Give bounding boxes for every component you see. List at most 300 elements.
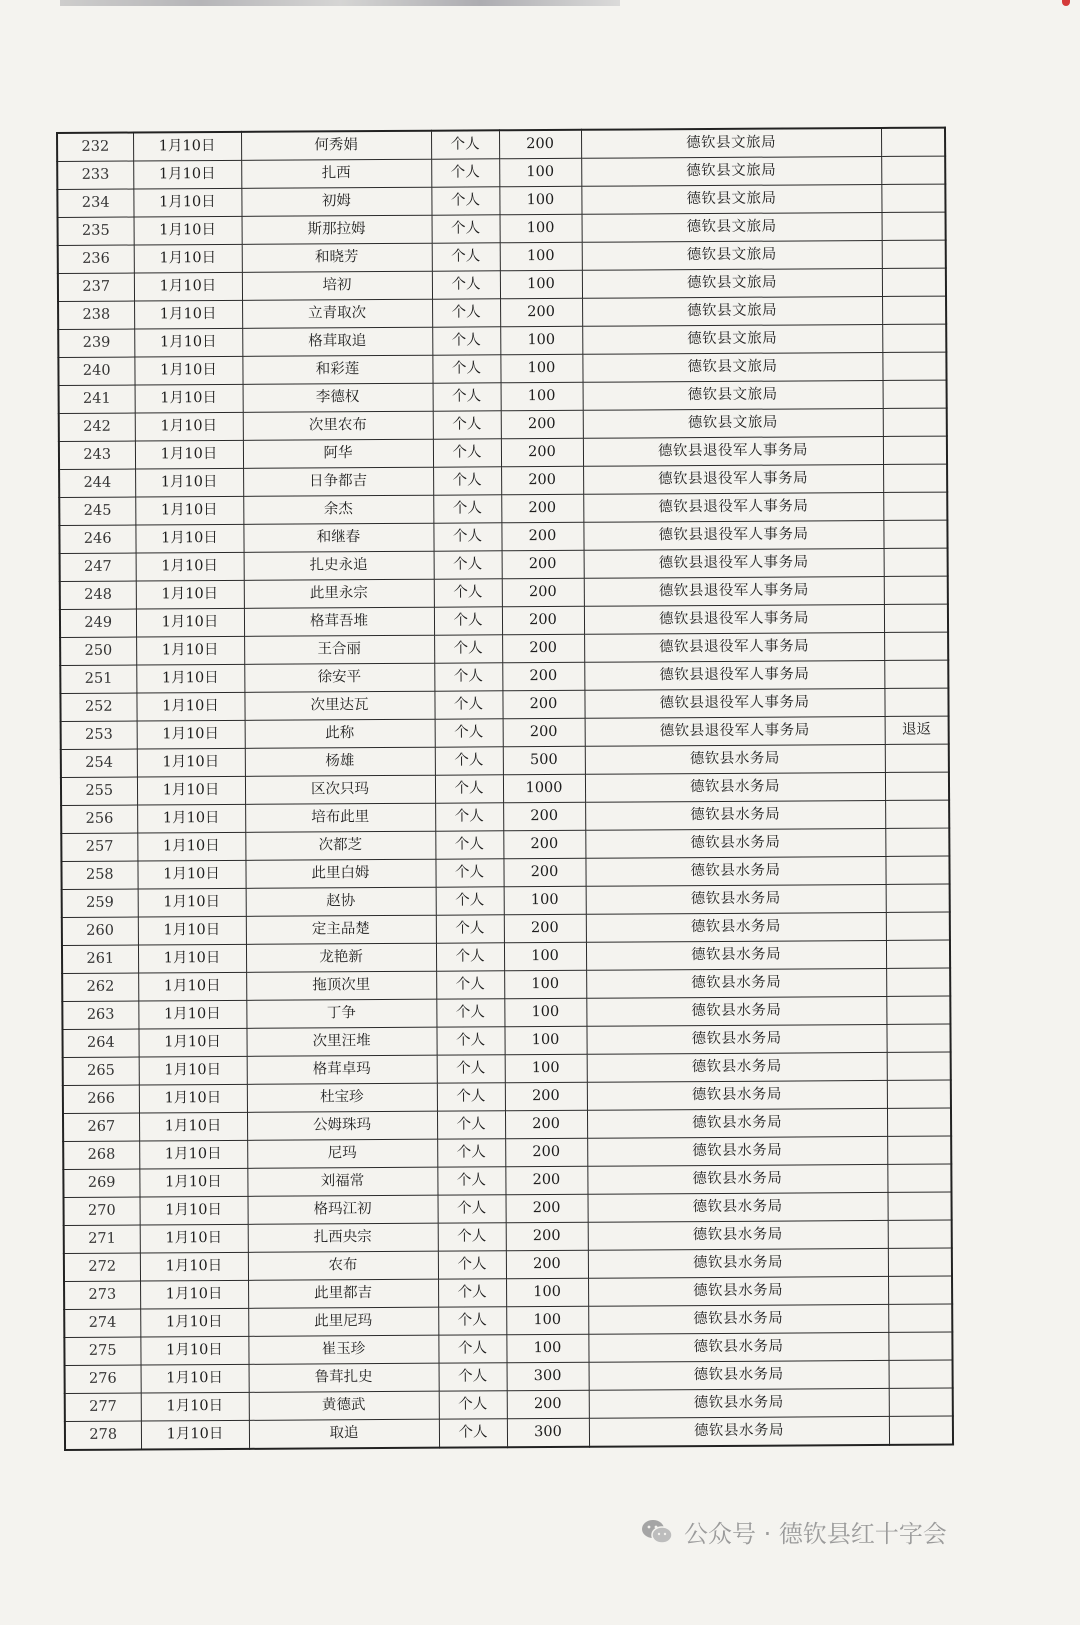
donor-type-cell: 个人: [433, 467, 501, 495]
donation-date-cell: 1月10日: [138, 1000, 246, 1029]
donation-amount-cell: 200: [503, 718, 585, 747]
remark-cell: [882, 268, 946, 296]
donor-organization-cell: 德钦县水务局: [586, 940, 886, 970]
donation-date-cell: 1月10日: [140, 1308, 248, 1337]
donor-name-cell: 扎西: [241, 159, 431, 188]
donation-amount-cell: 100: [506, 1278, 588, 1307]
donor-type-cell: 个人: [435, 719, 503, 747]
remark-cell: [882, 240, 946, 268]
row-number-cell: 266: [63, 1085, 139, 1113]
donation-amount-cell: 200: [506, 1194, 588, 1223]
donor-name-cell: 次里汪堆: [246, 1027, 436, 1056]
donation-amount-cell: 100: [501, 382, 583, 411]
row-number-cell: 236: [58, 245, 134, 273]
donor-organization-cell: 德钦县退役军人事务局: [584, 660, 884, 690]
donation-date-cell: 1月10日: [138, 916, 246, 945]
donor-type-cell: 个人: [434, 551, 502, 579]
donation-amount-cell: 100: [506, 1334, 588, 1363]
row-number-cell: 255: [61, 777, 137, 805]
row-number-cell: 270: [64, 1197, 140, 1225]
donation-amount-cell: 100: [500, 242, 582, 271]
remark-cell: [884, 688, 948, 716]
remark-cell: [885, 772, 949, 800]
remark-cell: [881, 156, 945, 184]
donation-table: [56, 127, 954, 1451]
donation-date-cell: 1月10日: [140, 1196, 248, 1225]
row-number-cell: 238: [58, 301, 134, 329]
row-number-cell: 253: [61, 721, 137, 749]
donation-amount-cell: 200: [501, 494, 583, 523]
donor-type-cell: 个人: [436, 943, 504, 971]
row-number-cell: 248: [60, 581, 136, 609]
donor-organization-cell: 德钦县文旅局: [583, 408, 883, 438]
donation-ledger-sheet: [56, 127, 954, 1451]
donor-organization-cell: 德钦县文旅局: [581, 156, 881, 186]
row-number-cell: 277: [65, 1393, 141, 1421]
donor-type-cell: 个人: [437, 1139, 505, 1167]
donor-organization-cell: 德钦县水务局: [586, 1024, 886, 1054]
donor-organization-cell: 德钦县水务局: [587, 1108, 887, 1138]
row-number-cell: 273: [64, 1281, 140, 1309]
donation-date-cell: 1月10日: [140, 1252, 248, 1281]
donation-date-cell: 1月10日: [136, 552, 244, 581]
row-number-cell: 246: [59, 525, 135, 553]
donor-name-cell: 黄德武: [249, 1391, 439, 1420]
donor-name-cell: 此里白姆: [245, 859, 435, 888]
donor-name-cell: 次里农布: [243, 411, 433, 440]
donor-type-cell: 个人: [432, 355, 500, 383]
donation-date-cell: 1月10日: [137, 860, 245, 889]
remark-cell: [881, 128, 945, 157]
donor-organization-cell: 德钦县水务局: [588, 1220, 888, 1250]
donation-date-cell: 1月10日: [137, 776, 245, 805]
donor-organization-cell: 德钦县水务局: [588, 1332, 888, 1362]
donor-type-cell: 个人: [437, 1083, 505, 1111]
remark-cell: [886, 884, 950, 912]
donation-amount-cell: 100: [500, 354, 582, 383]
footer-text: 公众号 · 德钦县红十字会: [684, 1520, 947, 1548]
donor-name-cell: 杜宝珍: [247, 1083, 437, 1112]
row-number-cell: 243: [59, 441, 135, 469]
donation-amount-cell: 100: [504, 1026, 586, 1055]
donor-type-cell: 个人: [438, 1223, 506, 1251]
donation-date-cell: 1月10日: [137, 804, 245, 833]
row-number-cell: 276: [65, 1365, 141, 1393]
donor-type-cell: 个人: [435, 803, 503, 831]
donation-amount-cell: 100: [504, 970, 586, 999]
row-number-cell: 261: [62, 945, 138, 973]
donor-name-cell: 刘福常: [247, 1167, 437, 1196]
remark-cell: [887, 1108, 951, 1136]
donor-name-cell: 农布: [248, 1251, 438, 1280]
donor-type-cell: 个人: [431, 130, 499, 159]
donor-organization-cell: 德钦县水务局: [586, 968, 886, 998]
row-number-cell: 239: [58, 329, 134, 357]
donor-name-cell: 格茸取追: [242, 327, 432, 356]
donation-amount-cell: 200: [505, 1082, 587, 1111]
donor-organization-cell: 德钦县文旅局: [582, 352, 882, 382]
donation-date-cell: 1月10日: [136, 692, 244, 721]
donor-organization-cell: 德钦县退役军人事务局: [583, 436, 883, 466]
donation-amount-cell: 100: [504, 942, 586, 971]
remark-cell: [882, 324, 946, 352]
remark-cell: [883, 408, 947, 436]
remark-cell: [881, 184, 945, 212]
donation-date-cell: 1月10日: [135, 384, 243, 413]
donor-organization-cell: 德钦县文旅局: [581, 184, 881, 214]
row-number-cell: 232: [57, 133, 133, 162]
row-number-cell: 245: [59, 497, 135, 525]
donor-type-cell: 个人: [436, 1027, 504, 1055]
donation-amount-cell: 200: [506, 1222, 588, 1251]
donor-type-cell: 个人: [432, 327, 500, 355]
donor-name-cell: 崔玉珍: [248, 1335, 438, 1364]
donation-amount-cell: 200: [501, 522, 583, 551]
donation-date-cell: 1月10日: [137, 720, 245, 749]
donor-type-cell: 个人: [434, 579, 502, 607]
donor-type-cell: 个人: [432, 215, 500, 243]
row-number-cell: 234: [57, 189, 133, 217]
donor-organization-cell: 德钦县水务局: [585, 800, 885, 830]
donation-date-cell: 1月10日: [137, 748, 245, 777]
donor-name-cell: 和继春: [243, 523, 433, 552]
donation-amount-cell: 100: [504, 998, 586, 1027]
row-number-cell: 264: [62, 1029, 138, 1057]
donor-type-cell: 个人: [438, 1195, 506, 1223]
donor-organization-cell: 德钦县文旅局: [583, 380, 883, 410]
remark-cell: [883, 380, 947, 408]
donor-organization-cell: 德钦县退役军人事务局: [584, 548, 884, 578]
donation-date-cell: 1月10日: [136, 580, 244, 609]
donor-type-cell: 个人: [438, 1307, 506, 1335]
donation-amount-cell: 200: [502, 550, 584, 579]
donation-date-cell: 1月10日: [139, 1112, 247, 1141]
donor-type-cell: 个人: [434, 607, 502, 635]
donation-date-cell: 1月10日: [134, 328, 242, 357]
donor-name-cell: 阿华: [243, 439, 433, 468]
donor-name-cell: 此称: [245, 719, 435, 748]
remark-cell: [888, 1220, 952, 1248]
donation-amount-cell: 200: [503, 830, 585, 859]
donor-organization-cell: 德钦县水务局: [587, 1136, 887, 1166]
donor-name-cell: 此里尼玛: [248, 1307, 438, 1336]
donor-name-cell: 培布此里: [245, 803, 435, 832]
row-number-cell: 267: [63, 1113, 139, 1141]
donor-organization-cell: 德钦县水务局: [585, 856, 885, 886]
donation-amount-cell: 200: [503, 802, 585, 831]
donation-amount-cell: 200: [501, 410, 583, 439]
donor-organization-cell: 德钦县水务局: [586, 884, 886, 914]
donor-organization-cell: 德钦县水务局: [587, 1080, 887, 1110]
row-number-cell: 251: [60, 665, 136, 693]
donor-type-cell: 个人: [438, 1335, 506, 1363]
donor-name-cell: 公姆珠玛: [247, 1111, 437, 1140]
remark-cell: 退返: [885, 716, 949, 744]
row-number-cell: 258: [61, 861, 137, 889]
donor-name-cell: 李德权: [243, 383, 433, 412]
donor-organization-cell: 德钦县水务局: [588, 1248, 888, 1278]
row-number-cell: 268: [63, 1141, 139, 1169]
donation-amount-cell: 200: [505, 1110, 587, 1139]
donor-organization-cell: 德钦县退役军人事务局: [583, 464, 883, 494]
donation-amount-cell: 200: [500, 298, 582, 327]
donation-date-cell: 1月10日: [133, 188, 241, 217]
donor-type-cell: 个人: [432, 271, 500, 299]
remark-cell: [887, 1164, 951, 1192]
donor-name-cell: 格玛江初: [248, 1195, 438, 1224]
row-number-cell: 259: [62, 889, 138, 917]
remark-cell: [886, 968, 950, 996]
donation-amount-cell: 100: [499, 158, 581, 187]
remark-cell: [885, 744, 949, 772]
donation-date-cell: 1月10日: [140, 1280, 248, 1309]
remark-cell: [883, 464, 947, 492]
donor-name-cell: 余杰: [243, 495, 433, 524]
donation-date-cell: 1月10日: [133, 160, 241, 189]
donor-name-cell: 次都芝: [245, 831, 435, 860]
donation-date-cell: 1月10日: [136, 608, 244, 637]
donation-date-cell: 1月10日: [136, 664, 244, 693]
scan-edge-strip: [60, 0, 620, 6]
donation-date-cell: 1月10日: [141, 1392, 249, 1421]
remark-cell: [886, 912, 950, 940]
row-number-cell: 237: [58, 273, 134, 301]
donor-type-cell: 个人: [434, 691, 502, 719]
donor-organization-cell: 德钦县退役军人事务局: [583, 492, 883, 522]
remark-cell: [887, 1080, 951, 1108]
remark-cell: [888, 1332, 952, 1360]
row-number-cell: 275: [64, 1337, 140, 1365]
remark-cell: [889, 1388, 953, 1416]
row-number-cell: 240: [58, 357, 134, 385]
remark-cell: [885, 856, 949, 884]
donor-organization-cell: 德钦县退役军人事务局: [584, 632, 884, 662]
remark-cell: [884, 632, 948, 660]
row-number-cell: 274: [64, 1309, 140, 1337]
donor-name-cell: 初姆: [241, 187, 431, 216]
donation-date-cell: 1月10日: [134, 300, 242, 329]
remark-cell: [888, 1276, 952, 1304]
donor-type-cell: 个人: [431, 159, 499, 187]
donor-organization-cell: 德钦县水务局: [587, 1192, 887, 1222]
donor-type-cell: 个人: [433, 383, 501, 411]
donor-organization-cell: 德钦县水务局: [588, 1304, 888, 1334]
remark-cell: [889, 1416, 953, 1445]
donor-organization-cell: 德钦县退役军人事务局: [584, 688, 884, 718]
donation-amount-cell: 200: [504, 914, 586, 943]
donor-organization-cell: 德钦县水务局: [586, 912, 886, 942]
donor-organization-cell: 德钦县文旅局: [582, 268, 882, 298]
donor-organization-cell: 德钦县水务局: [586, 996, 886, 1026]
donor-name-cell: 赵协: [246, 887, 436, 916]
donor-type-cell: 个人: [435, 831, 503, 859]
donation-amount-cell: 200: [507, 1390, 589, 1419]
donor-organization-cell: 德钦县水务局: [589, 1360, 889, 1390]
donor-name-cell: 取追: [249, 1419, 439, 1449]
donor-name-cell: 日争都吉: [243, 467, 433, 496]
donor-name-cell: 王合丽: [244, 635, 434, 664]
donor-name-cell: 扎西央宗: [248, 1223, 438, 1252]
donor-organization-cell: 德钦县水务局: [587, 1052, 887, 1082]
donation-date-cell: 1月10日: [140, 1336, 248, 1365]
donation-date-cell: 1月10日: [141, 1420, 249, 1449]
donor-name-cell: 和晓芳: [242, 243, 432, 272]
remark-cell: [883, 436, 947, 464]
donor-type-cell: 个人: [436, 887, 504, 915]
donation-amount-cell: 100: [506, 1306, 588, 1335]
donation-date-cell: 1月10日: [135, 468, 243, 497]
remark-cell: [884, 604, 948, 632]
donor-name-cell: 丁争: [246, 999, 436, 1028]
donation-date-cell: 1月10日: [139, 1084, 247, 1113]
donation-amount-cell: 200: [501, 466, 583, 495]
donor-type-cell: 个人: [436, 971, 504, 999]
donor-type-cell: 个人: [437, 1111, 505, 1139]
remark-cell: [884, 660, 948, 688]
remark-cell: [883, 492, 947, 520]
remark-cell: [886, 940, 950, 968]
donation-date-cell: 1月10日: [134, 244, 242, 273]
row-number-cell: 247: [60, 553, 136, 581]
donation-date-cell: 1月10日: [138, 888, 246, 917]
donation-amount-cell: 300: [507, 1418, 589, 1447]
donation-date-cell: 1月10日: [134, 356, 242, 385]
donation-date-cell: 1月10日: [135, 496, 243, 525]
donor-type-cell: 个人: [439, 1391, 507, 1419]
donor-type-cell: 个人: [439, 1419, 507, 1448]
row-number-cell: 272: [64, 1253, 140, 1281]
donor-name-cell: 鲁茸扎史: [249, 1363, 439, 1392]
remark-cell: [886, 996, 950, 1024]
donor-name-cell: 格茸卓玛: [247, 1055, 437, 1084]
remark-cell: [882, 296, 946, 324]
row-number-cell: 260: [62, 917, 138, 945]
donor-name-cell: 格茸吾堆: [244, 607, 434, 636]
donor-name-cell: 立青取次: [242, 299, 432, 328]
donor-name-cell: 杨雄: [245, 747, 435, 776]
donation-amount-cell: 200: [502, 690, 584, 719]
watermark-footer: [640, 1514, 947, 1549]
wechat-icon: [640, 1518, 674, 1546]
donor-organization-cell: 德钦县水务局: [585, 744, 885, 774]
donor-name-cell: 此里都吉: [248, 1279, 438, 1308]
donor-organization-cell: 德钦县水务局: [589, 1388, 889, 1418]
donation-amount-cell: 200: [505, 1166, 587, 1195]
donation-amount-cell: 100: [500, 214, 582, 243]
donation-amount-cell: 500: [503, 746, 585, 775]
donation-date-cell: 1月10日: [138, 1028, 246, 1057]
row-number-cell: 257: [61, 833, 137, 861]
donor-organization-cell: 德钦县文旅局: [582, 212, 882, 242]
donor-name-cell: 次里达瓦: [244, 691, 434, 720]
remark-cell: [887, 1136, 951, 1164]
row-number-cell: 242: [59, 413, 135, 441]
donor-organization-cell: 德钦县退役军人事务局: [584, 604, 884, 634]
donor-type-cell: 个人: [435, 775, 503, 803]
row-number-cell: 244: [59, 469, 135, 497]
donor-organization-cell: 德钦县文旅局: [582, 240, 882, 270]
red-corner-mark: [1062, 0, 1070, 6]
donor-name-cell: 斯那拉姆: [242, 215, 432, 244]
donation-amount-cell: 200: [503, 858, 585, 887]
donation-date-cell: 1月10日: [133, 132, 241, 161]
donor-organization-cell: 德钦县水务局: [585, 772, 885, 802]
donor-type-cell: 个人: [439, 1363, 507, 1391]
donation-amount-cell: 100: [500, 270, 582, 299]
donation-amount-cell: 100: [500, 326, 582, 355]
donor-type-cell: 个人: [433, 495, 501, 523]
donation-amount-cell: 200: [502, 662, 584, 691]
row-number-cell: 269: [63, 1169, 139, 1197]
remark-cell: [885, 828, 949, 856]
row-number-cell: 265: [63, 1057, 139, 1085]
donation-table-body: [57, 128, 953, 1450]
remark-cell: [882, 212, 946, 240]
donation-amount-cell: 200: [505, 1138, 587, 1167]
donation-amount-cell: 200: [506, 1250, 588, 1279]
donor-name-cell: 徐安平: [244, 663, 434, 692]
donation-amount-cell: 100: [504, 886, 586, 915]
donation-amount-cell: 1000: [503, 774, 585, 803]
donation-amount-cell: 100: [505, 1054, 587, 1083]
donor-name-cell: 培初: [242, 271, 432, 300]
donor-name-cell: 何秀娟: [241, 131, 431, 161]
donor-type-cell: 个人: [434, 635, 502, 663]
donation-date-cell: 1月10日: [139, 1168, 247, 1197]
remark-cell: [884, 548, 948, 576]
table-row: [65, 1416, 953, 1450]
remark-cell: [882, 352, 946, 380]
donor-type-cell: 个人: [435, 859, 503, 887]
row-number-cell: 250: [60, 637, 136, 665]
row-number-cell: 271: [64, 1225, 140, 1253]
donation-amount-cell: 200: [501, 438, 583, 467]
donor-type-cell: 个人: [436, 999, 504, 1027]
donor-type-cell: 个人: [438, 1279, 506, 1307]
row-number-cell: 249: [60, 609, 136, 637]
donation-amount-cell: 300: [507, 1362, 589, 1391]
donor-type-cell: 个人: [433, 411, 501, 439]
row-number-cell: 263: [62, 1001, 138, 1029]
donor-organization-cell: 德钦县文旅局: [582, 296, 882, 326]
donation-date-cell: 1月10日: [139, 1140, 247, 1169]
donation-amount-cell: 200: [502, 578, 584, 607]
row-number-cell: 278: [65, 1421, 141, 1450]
row-number-cell: 233: [57, 161, 133, 189]
donation-date-cell: 1月10日: [134, 216, 242, 245]
remark-cell: [888, 1248, 952, 1276]
donor-name-cell: 扎史永追: [244, 551, 434, 580]
donation-date-cell: 1月10日: [135, 524, 243, 553]
donation-amount-cell: 200: [499, 130, 581, 159]
donor-name-cell: 和彩莲: [242, 355, 432, 384]
donor-organization-cell: 德钦县文旅局: [581, 128, 881, 158]
donation-date-cell: 1月10日: [135, 412, 243, 441]
donor-type-cell: 个人: [432, 299, 500, 327]
row-number-cell: 241: [59, 385, 135, 413]
remark-cell: [888, 1304, 952, 1332]
donor-name-cell: 此里永宗: [244, 579, 434, 608]
remark-cell: [887, 1192, 951, 1220]
remark-cell: [885, 800, 949, 828]
donation-date-cell: 1月10日: [138, 972, 246, 1001]
row-number-cell: 252: [60, 693, 136, 721]
donor-type-cell: 个人: [433, 523, 501, 551]
donor-type-cell: 个人: [437, 1167, 505, 1195]
remark-cell: [886, 1024, 950, 1052]
row-number-cell: 262: [62, 973, 138, 1001]
donation-date-cell: 1月10日: [139, 1056, 247, 1085]
